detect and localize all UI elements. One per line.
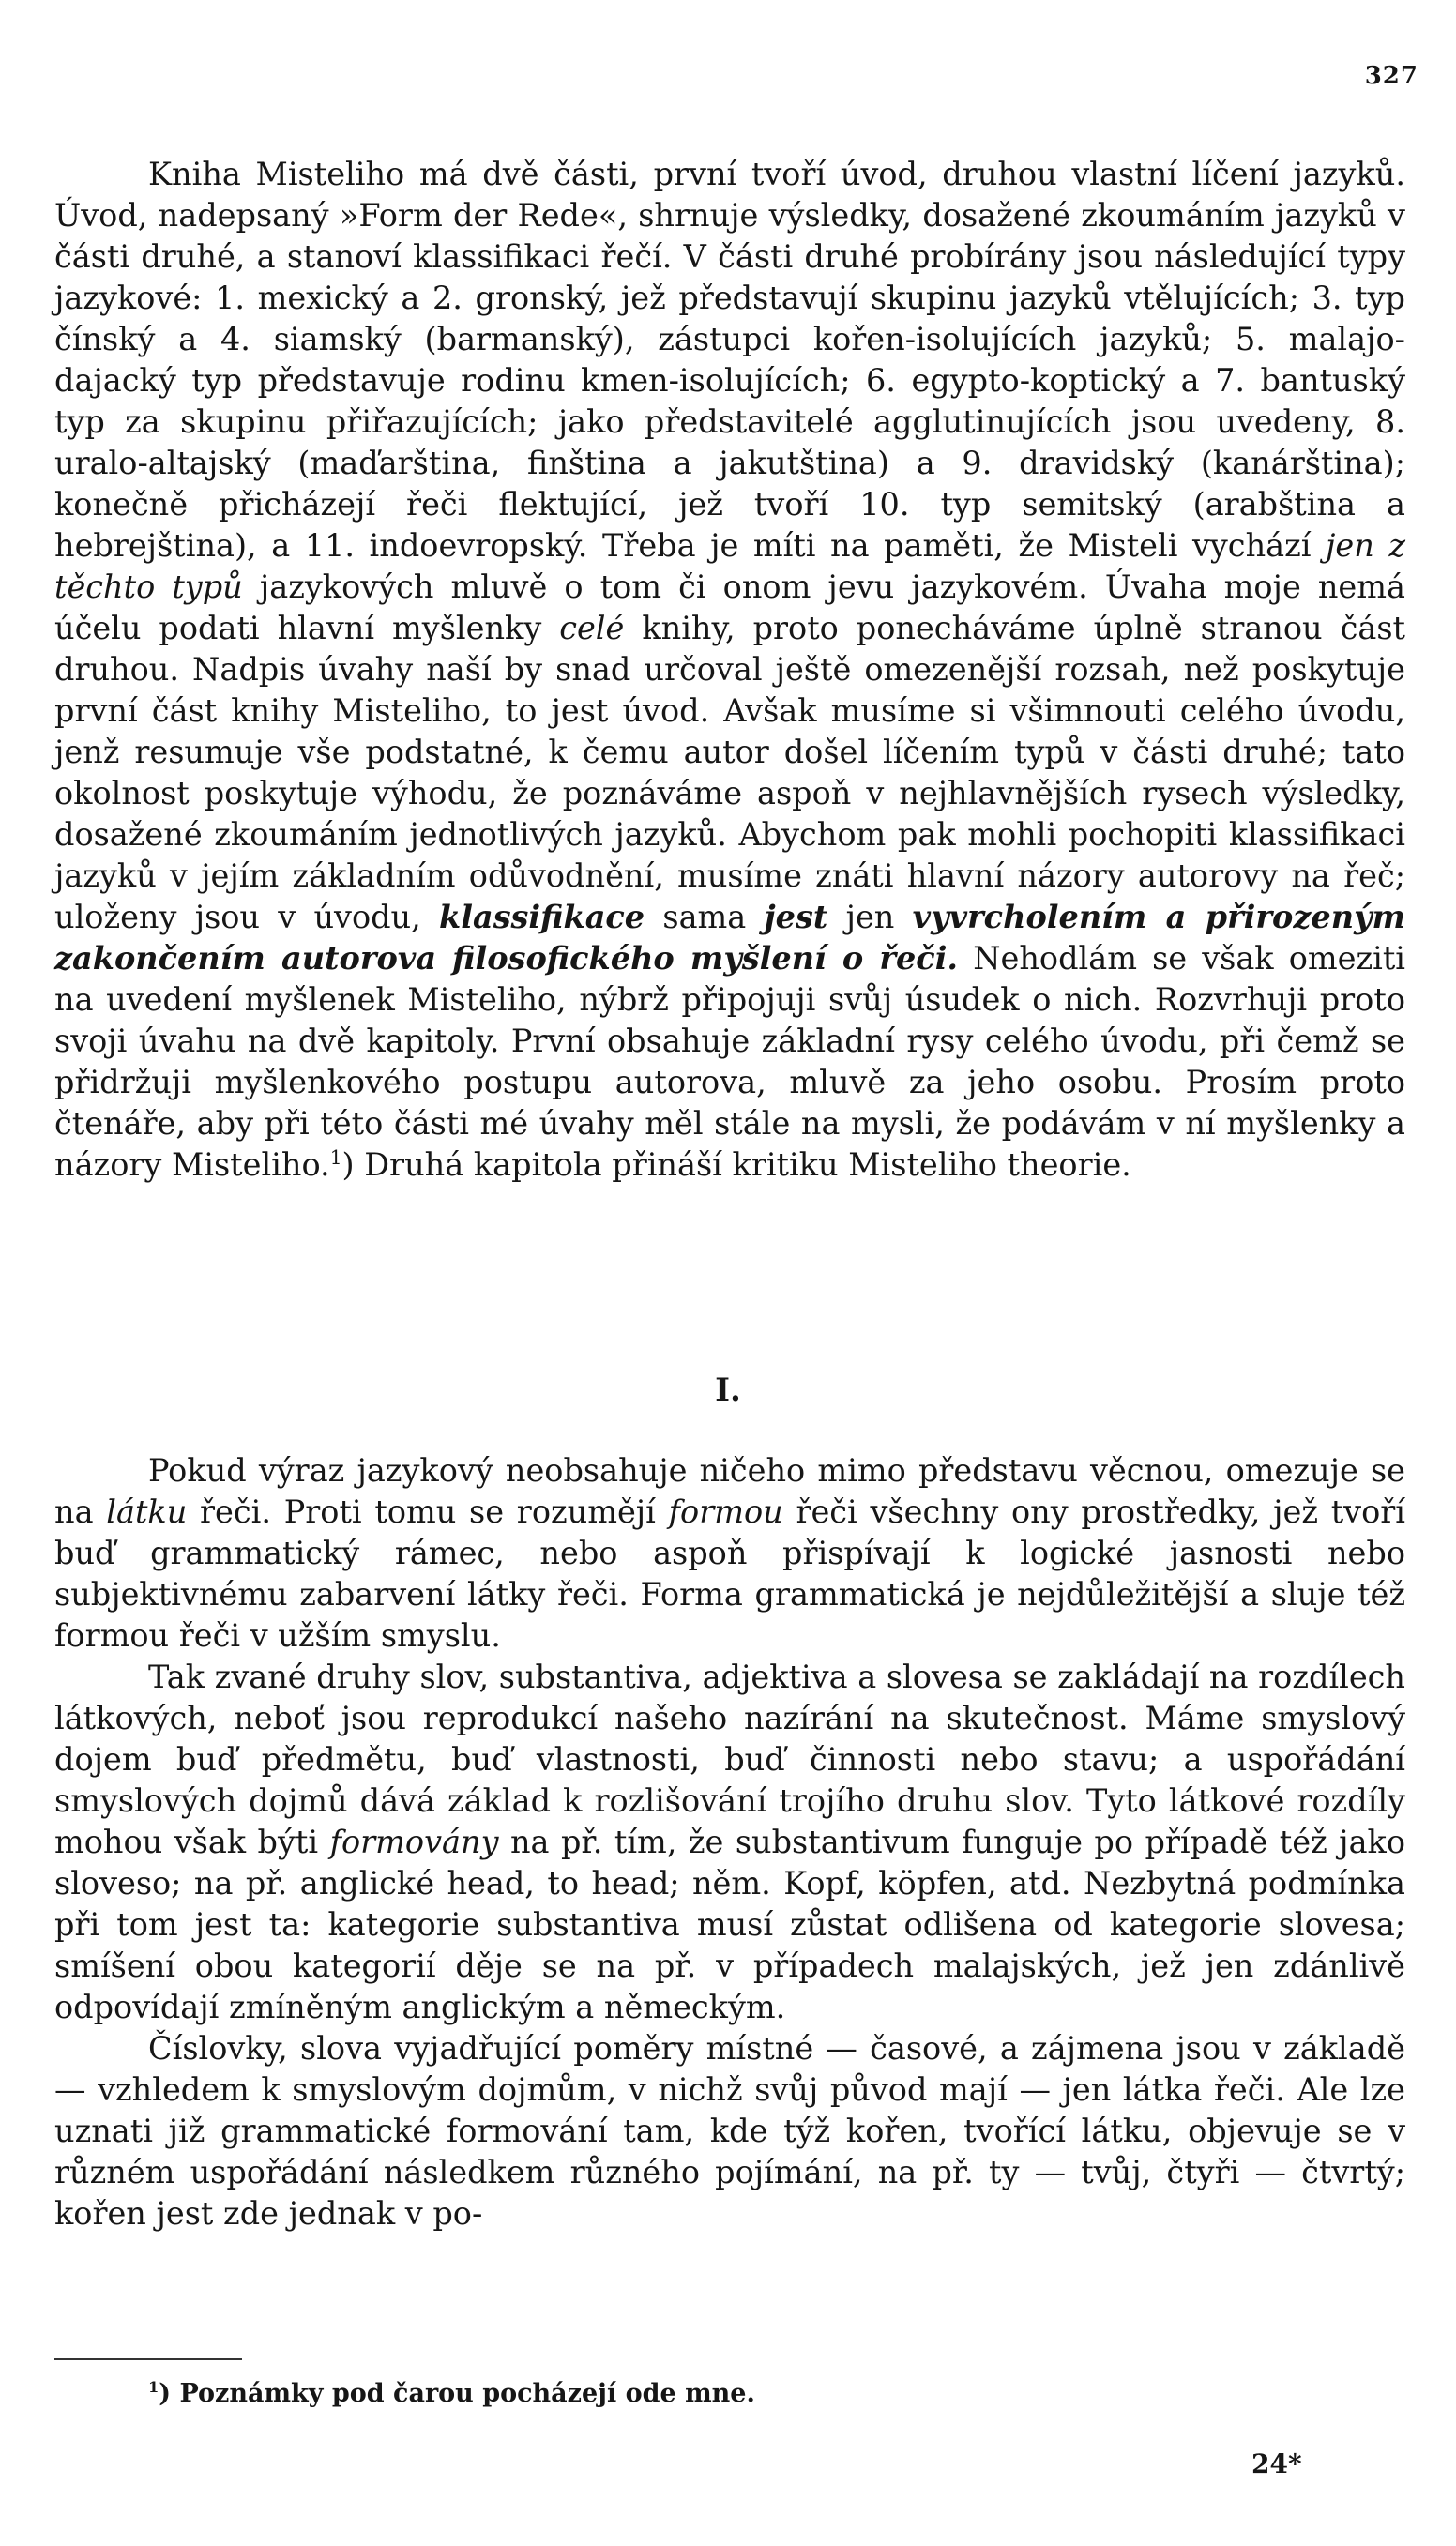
emphasis: jest xyxy=(764,899,828,935)
emphasis: jen z těchto typů xyxy=(54,527,1405,605)
footnote-marker: 1 xyxy=(148,2378,159,2396)
text-run: Kniha Misteliho má dvě části, první tvoří úvod, druhou vlastní líčení jazyků. Úvod, nadepsaný »Form der Rede«, shrnuje výsledky, dosažené zkoumáním jazyků v části druhé, a stanoví klassifikaci řečí. V části druhé probírány jsou následující typy jazykové: 1. mexický a 2. gronský, jež představují skupinu jazyků vtělujících; 3. typ čínský a 4. siamský (barmanský), zástupci kořen-isolujících jazyků; 5. malajo-dajacký typ představuje rodinu kmen-isolujících; 6. egypto-koptický a 7. bantuský typ za skupinu přiřazujících; jako představitelé agglutinujících jsou uvedeny, 8. uralo-altajský (maďarština, finština a jakutština) a 9. dravidský (kanárština); konečně přicházejí řeči flektující, jež tvoří 10. typ semitský (arabština a hebrejština), a 11. indoevropský. Třeba je míti na paměti, že Misteli vychází xyxy=(54,156,1405,564)
emphasis: celé xyxy=(559,610,625,646)
chapter-paragraph-2 xyxy=(54,1657,1405,2028)
text-run: knihy, proto ponecháváme úplně stranou část druhou. Nadpis úvahy naší by snad určoval ještě omezenější rozsah, než poskytuje první část knihy Misteliho, to jest úvod. Avšak musíme si všimnouti celého úvodu, jenž resumuje vše podstatné, k čemu autor došel líčením typů v části druhé; tato okolnost poskytuje výhodu, že poznáváme aspoň v nejhlavnějších rysech výsledky, dosažené zkoumáním jednotlivých jazyků. Abychom pak mohli pochopiti klassifikaci jazyků v jejím základním odůvodnění, musíme znáti hlavní názory autorovy na řeč; uloženy jsou v úvodu, xyxy=(54,610,1405,935)
footnote xyxy=(148,2379,755,2408)
text-run: Tak zvané druhy slov, substantiva, adjektiva a slovesa se zakládají na rozdílech látkových, neboť jsou reprodukcí našeho nazírání na skutečnost. Máme smyslový dojem buď předmětu, buď vlastnosti, buď činnosti nebo stavu; a uspořádání smyslových dojmů dává základ k rozlišování trojího druhu slov. Tyto látkové rozdíly mohou však býti xyxy=(54,1659,1405,1860)
footnote-reference: 1 xyxy=(329,1145,342,1169)
emphasis: formovány xyxy=(329,1824,499,1860)
emphasis: klassifikace xyxy=(439,899,645,935)
emphasis: látku xyxy=(106,1493,188,1530)
text-run: Pokud výraz jazykový neobsahuje ničeho mimo představu věcnou, omezuje se na xyxy=(54,1452,1405,1530)
text-run: jen xyxy=(827,899,913,935)
text-run: jazykových mluvě o tom či onom jevu jazykovém. Úvaha moje nemá účelu podati hlavní myšlenky xyxy=(54,568,1405,646)
page-number: 327 xyxy=(1364,62,1418,90)
emphasis: vyvrcholením a přirozeným zakončením autorova filosofického myšlení o řeči. xyxy=(54,899,1405,977)
text-run: sama xyxy=(645,899,765,935)
text-run: řeči všechny ony prostředky, jež tvoří buď grammatický rámec, nebo aspoň přispívají k logické jasnosti nebo subjektivnému zabarvení látky řeči. Forma grammatická je nejdůležitější a sluje též formou řeči v užším smyslu. xyxy=(54,1493,1405,1654)
intro-text xyxy=(54,154,1405,1186)
text-run: na př. tím, že substantivum funguje po případě též jako sloveso; na př. anglické head, to head; něm. Kopf, köpfen, atd. Nezbytná podmínka při tom jest ta: kategorie substantiva musí zůstat odlišena od kategorie slovesa; smíšení obou kategorií děje se na př. v případech malajských, jež jen zdánlivě odpovídají zmíněným anglickým a německým. xyxy=(54,1824,1406,2025)
footnote-divider xyxy=(54,2358,242,2360)
text-run: ) Druhá kapitola přináší kritiku Misteliho theorie. xyxy=(341,1146,1131,1183)
text-run: řeči. Proti tomu se rozumějí xyxy=(187,1493,669,1530)
chapter-heading: I. xyxy=(715,1372,741,1409)
chapter-paragraph-3 xyxy=(54,2028,1405,2235)
emphasis: formou xyxy=(668,1493,783,1530)
intro-paragraph xyxy=(54,154,1405,1186)
chapter-body xyxy=(54,1450,1405,2235)
text-run: Nehodlám se však omeziti na uvedení myšlenek Misteliho, nýbrž připojuji svůj úsudek o nich. Rozvrhuji proto svoji úvahu na dvě kapitoly. První obsahuje základní rysy celého úvodu, při čemž se přidržuji myšlenkového postupu autorova, mluvě za jeho osobu. Prosím proto čtenáře, aby při této části mé úvahy měl stále na mysli, že podávám v ní myšlenky a názory Misteliho. xyxy=(54,940,1405,1183)
text-run: Číslovky, slova vyjadřující poměry místné — časové, a zájmena jsou v základě — vzhledem k smyslovým dojmům, v nichž svůj původ mají — jen látka řeči. Ale lze uznati již grammatické formování tam, kde týž kořen, tvořící látku, objevuje se v různém uspořádání následkem různého pojímání, na př. ty — tvůj, čtyři — čtvrtý; kořen jest zde jednak v po- xyxy=(54,2030,1405,2232)
signature-mark: 24* xyxy=(1251,2448,1302,2479)
footnote-text: ) Poznámky pod čarou pocházejí ode mne. xyxy=(159,2379,755,2408)
chapter-paragraph-1 xyxy=(54,1450,1405,1657)
